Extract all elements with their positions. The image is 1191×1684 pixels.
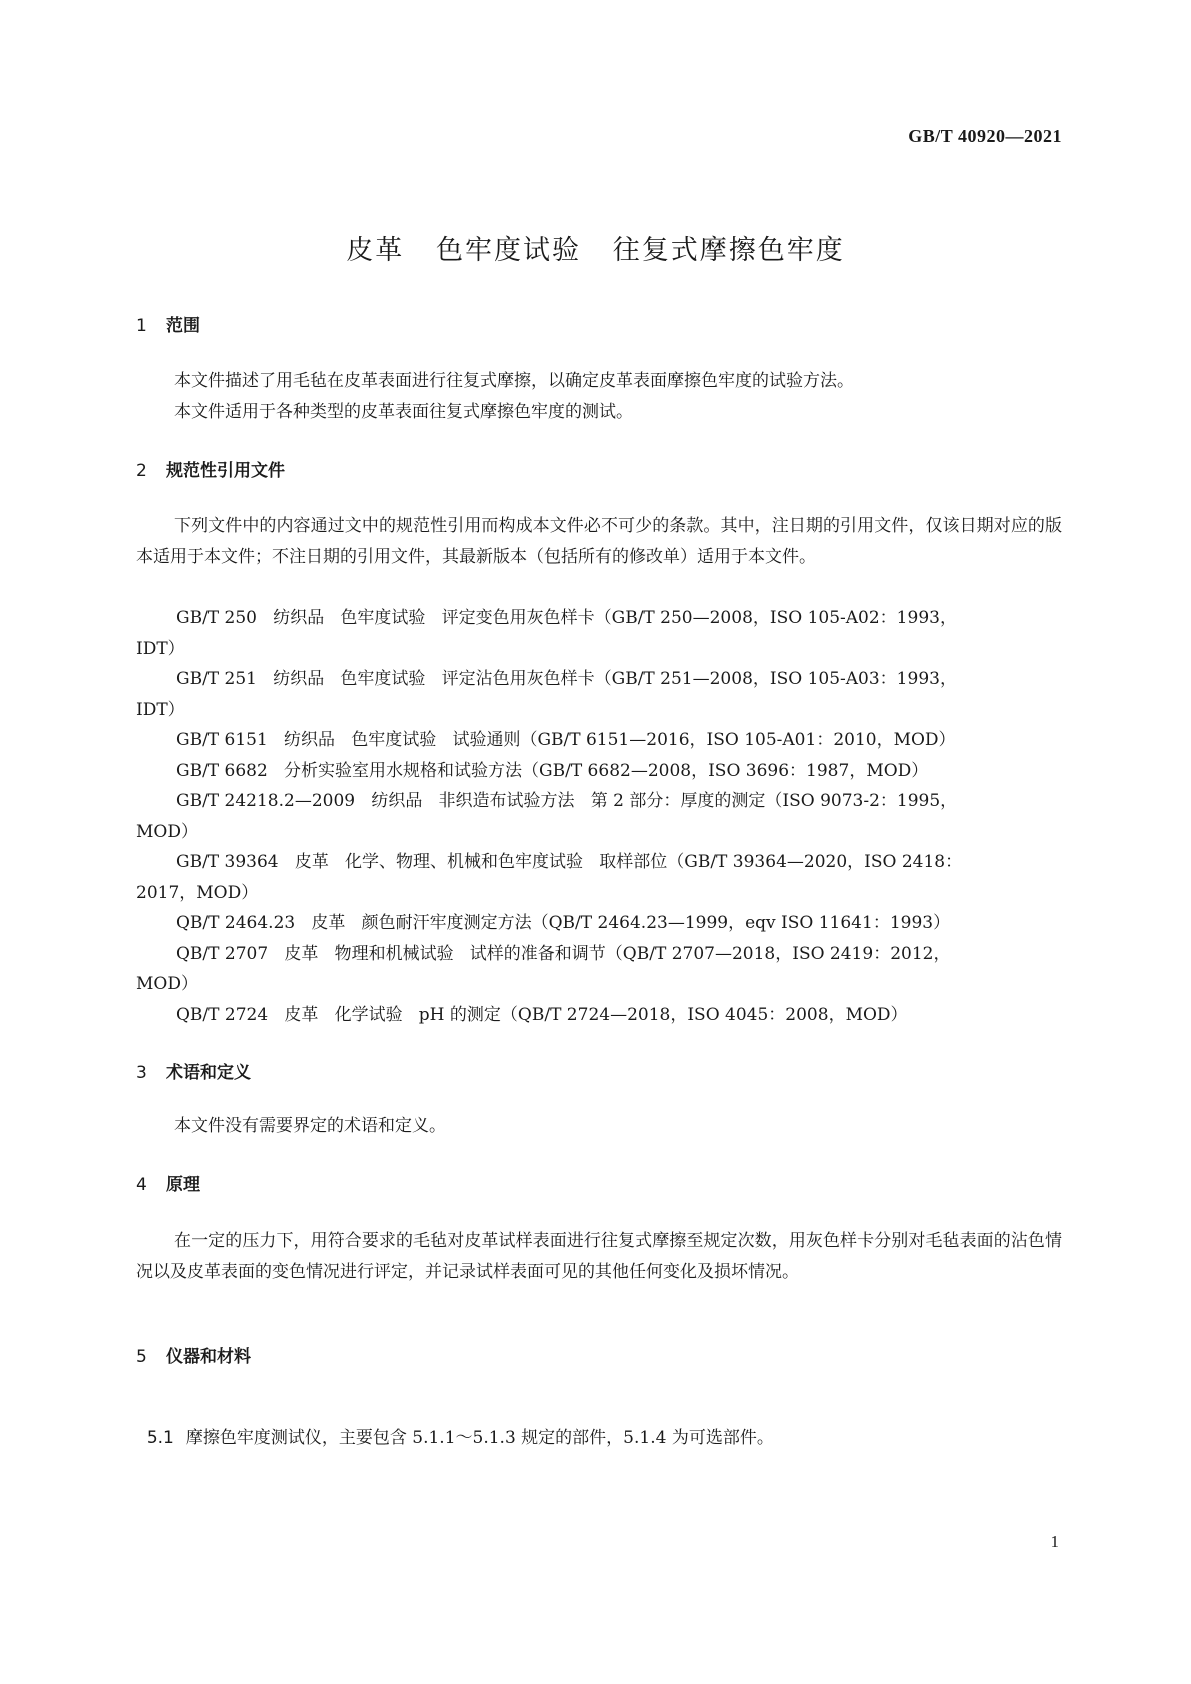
reference-gbt250-cont: IDT）	[136, 639, 185, 659]
reference-gbt251	[176, 664, 1062, 695]
reference-text: GB/T 251 纺织品 色牢度试验 评定沾色用灰色样卡（GB/T 251—2008，ISO 105-A03：1993，	[176, 669, 957, 689]
reference-qbt2464	[176, 908, 1062, 939]
reference-text: GB/T 250 纺织品 色牢度试验 评定变色用灰色样卡（GB/T 250—2008，ISO 105-A02：1993，	[176, 608, 957, 628]
reference-text: GB/T 24218.2—2009 纺织品 非织造布试验方法 第 2 部分：厚度的测定（ISO 9073-2：1995，	[176, 791, 958, 811]
section-5-heading	[136, 1342, 251, 1367]
section-title: 规范性引用文件	[166, 461, 285, 481]
reference-gbt6151	[176, 725, 1062, 756]
section-title: 范围	[166, 316, 200, 336]
section-2-intro: 下列文件中的内容通过文中的规范性引用而构成本文件必不可少的条款。其中，注日期的引用文件，仅该日期对应的版本适用于本文件；不注日期的引用文件，其最新版本（包括所有的修改单）适用于本文件。	[136, 516, 1062, 567]
section-3-paragraph: 本文件没有需要界定的术语和定义。	[174, 1116, 446, 1136]
section-title: 仪器和材料	[166, 1347, 251, 1367]
reference-gbt24218	[176, 786, 1062, 817]
reference-qbt2707-cont: MOD）	[136, 974, 198, 994]
section-4-heading	[136, 1170, 200, 1195]
section-1-heading	[136, 311, 200, 336]
section-4-paragraph: 在一定的压力下，用符合要求的毛毡对皮革试样表面进行往复式摩擦至规定次数，用灰色样卡分别对毛毡表面的沾色情况以及皮革表面的变色情况进行评定，并记录试样表面可见的其他任何变化及损坏情况。	[136, 1231, 1062, 1282]
section-number: 2	[136, 461, 147, 481]
reference-text: GB/T 39364 皮革 化学、物理、机械和色牢度试验 取样部位（GB/T 39364—2020，ISO 2418：	[176, 852, 963, 872]
reference-gbt39364	[176, 847, 1062, 878]
reference-gbt250	[176, 603, 1062, 634]
section-number: 1	[136, 316, 147, 336]
reference-text: QB/T 2464.23 皮革 颜色耐汗牢度测定方法（QB/T 2464.23—1999，eqv ISO 11641：1993）	[176, 913, 951, 933]
reference-qbt2724	[176, 1000, 1062, 1031]
reference-text: GB/T 6682 分析实验室用水规格和试验方法（GB/T 6682—2008，ISO 3696：1987，MOD）	[176, 761, 929, 781]
section-3-heading	[136, 1058, 251, 1083]
reference-gbt6682	[176, 756, 1062, 787]
subclause-number: 5.1	[146, 1428, 174, 1448]
page-number: 1	[1050, 1532, 1059, 1551]
reference-text: QB/T 2724 皮革 化学试验 pH 的测定（QB/T 2724—2018，ISO 4045：2008，MOD）	[176, 1005, 908, 1025]
section-title: 原理	[166, 1175, 200, 1195]
section-number: 5	[136, 1347, 147, 1367]
reference-qbt2707	[176, 939, 1062, 970]
reference-gbt39364-cont: 2017，MOD）	[136, 883, 259, 903]
reference-gbt251-cont: IDT）	[136, 700, 185, 720]
section-number: 4	[136, 1175, 147, 1195]
subclause-5-1	[136, 1403, 774, 1448]
reference-gbt24218-cont: MOD）	[136, 822, 198, 842]
section-title: 术语和定义	[166, 1063, 251, 1083]
subclause-text: 摩擦色牢度测试仪，主要包含 5.1.1～5.1.3 规定的部件，5.1.4 为可选部件。	[185, 1428, 774, 1448]
section-1-paragraph-2: 本文件适用于各种类型的皮革表面往复式摩擦色牢度的测试。	[174, 402, 633, 422]
section-number: 3	[136, 1063, 147, 1083]
standard-code: GB/T 40920—2021	[908, 126, 1062, 146]
section-2-heading	[136, 456, 285, 481]
reference-text: QB/T 2707 皮革 物理和机械试验 试样的准备和调节（QB/T 2707—2018，ISO 2419：2012，	[176, 944, 951, 964]
section-1-paragraph-1: 本文件描述了用毛毡在皮革表面进行往复式摩擦，以确定皮革表面摩擦色牢度的试验方法。	[174, 371, 854, 391]
reference-text: GB/T 6151 纺织品 色牢度试验 试验通则（GB/T 6151—2016，ISO 105-A01：2010，MOD）	[176, 730, 956, 750]
document-title: 皮革 色牢度试验 往复式摩擦色牢度	[346, 235, 845, 266]
